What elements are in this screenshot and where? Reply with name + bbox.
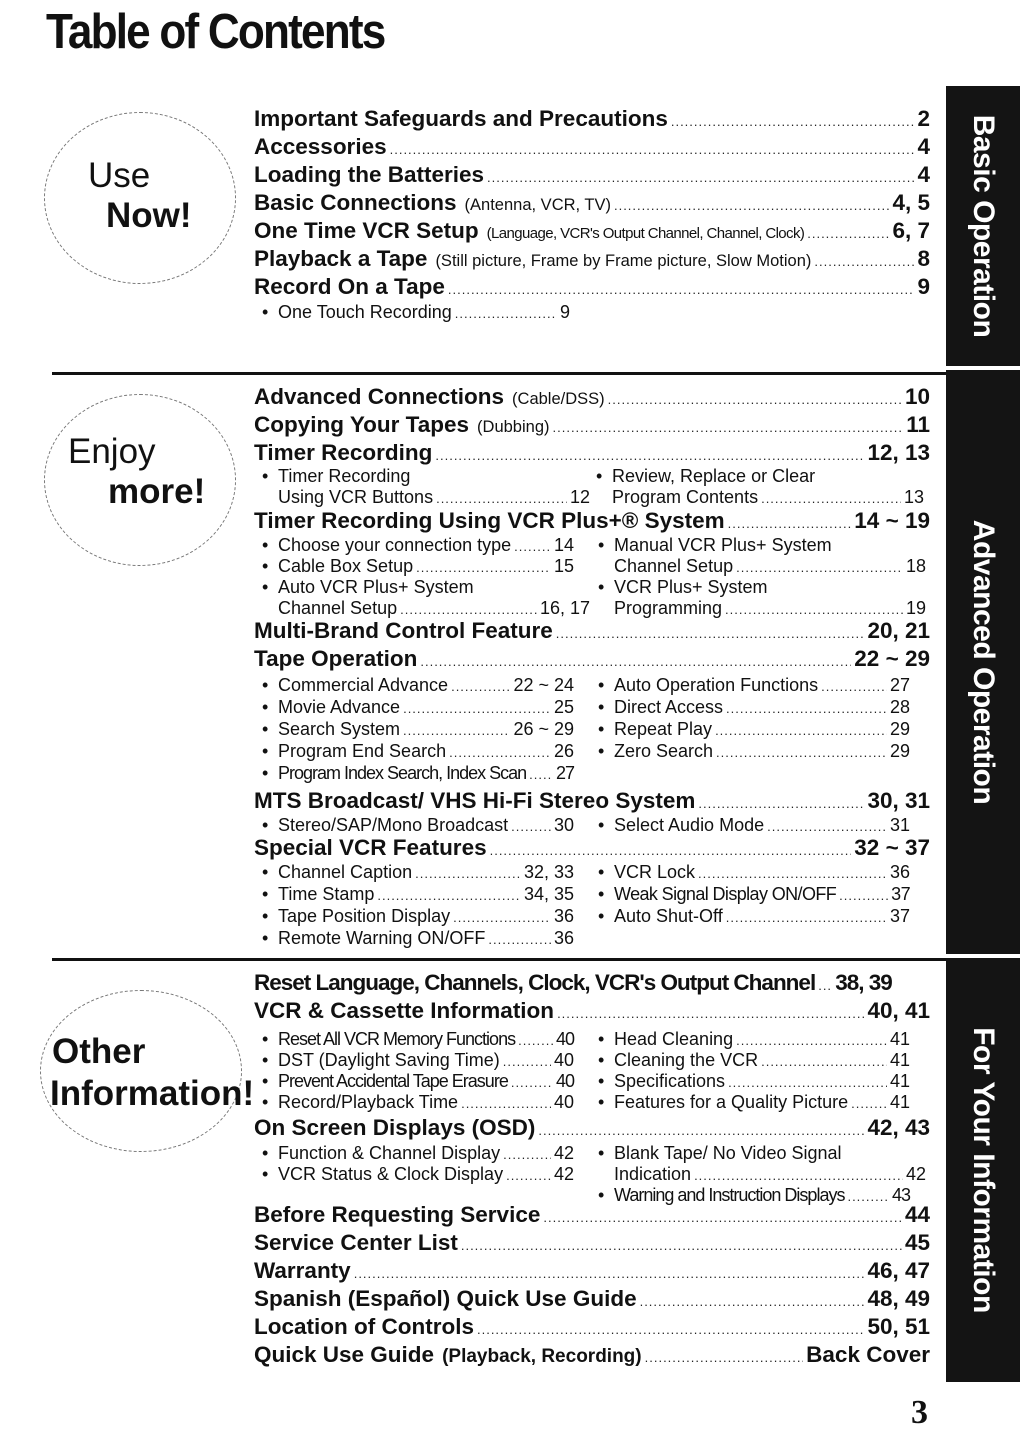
leader-dots xyxy=(839,888,888,903)
leader-dots xyxy=(694,1168,903,1183)
toc-subentry[interactable]: • One Touch Recording ..... 9 xyxy=(262,302,570,323)
toc-subentry[interactable]: Channel Setup ..... 16, 17 xyxy=(262,598,590,619)
toc-subentry[interactable]: • Commercial Advance ..... 22 ~ 24 xyxy=(262,675,574,696)
leader-dots xyxy=(716,745,887,760)
leader-dots xyxy=(503,1054,551,1069)
leader-dots xyxy=(377,888,521,903)
toc-subentry[interactable]: • Program Index Search, Index Scan ..... 27 xyxy=(262,763,574,784)
toc-subentry[interactable]: • Repeat Play ..... 29 xyxy=(598,719,910,740)
leader-dots xyxy=(490,843,852,858)
toc-entry[interactable]: Location of Controls ..... 50, 51 xyxy=(254,1314,930,1340)
toc-entry[interactable]: Important Safeguards and Precautions ..... 2 xyxy=(254,106,930,132)
leader-dots xyxy=(728,1075,887,1090)
toc-subentry[interactable]: Program Contents ..... 13 xyxy=(596,487,924,508)
toc-subentry[interactable]: • Features for a Quality Picture ..... 41 xyxy=(598,1092,910,1113)
toc-entry[interactable]: Service Center List ..... 45 xyxy=(254,1230,930,1256)
leader-dots xyxy=(449,745,551,760)
leader-dots xyxy=(448,282,915,297)
leader-dots xyxy=(608,392,902,407)
toc-subentry[interactable]: • Movie Advance ..... 25 xyxy=(262,697,574,718)
leader-dots xyxy=(736,1033,887,1048)
toc-entry[interactable]: Before Requesting Service ..... 44 xyxy=(254,1202,930,1228)
leader-dots xyxy=(511,1075,553,1090)
leader-dots xyxy=(553,420,904,435)
leader-dots xyxy=(400,602,537,617)
leader-dots xyxy=(715,723,887,738)
leader-dots xyxy=(435,448,864,463)
toc-subentry[interactable]: • Head Cleaning ..... 41 xyxy=(598,1029,910,1050)
toc-subentry[interactable]: • Blank Tape/ No Video Signal xyxy=(598,1143,842,1163)
toc-subentry[interactable]: • Review, Replace or Clear xyxy=(596,466,816,486)
leader-dots xyxy=(390,142,915,157)
leader-dots xyxy=(453,910,551,925)
toc-subentry[interactable]: • Weak Signal Display ON/OFF ..... 37 xyxy=(598,884,910,905)
leader-dots xyxy=(416,560,551,575)
leader-dots xyxy=(851,1096,887,1111)
toc-subentry[interactable]: • Remote Warning ON/OFF ..... 36 xyxy=(262,928,574,949)
toc-entry[interactable]: Copying Your Tapes (Dubbing) ..... 11 xyxy=(254,412,930,438)
section-divider xyxy=(52,958,946,961)
leader-dots xyxy=(403,701,551,716)
toc-subentry[interactable]: • Reset All VCR Memory Functions ..... 40 xyxy=(262,1029,574,1050)
leader-dots xyxy=(814,254,914,269)
leader-dots xyxy=(761,491,901,506)
leader-dots xyxy=(403,723,510,738)
section-label-more: more! xyxy=(108,472,206,511)
toc-subentry[interactable]: • VCR Plus+ System xyxy=(598,577,768,597)
leader-dots xyxy=(614,198,890,213)
toc-entry[interactable]: One Time VCR Setup (Language, VCR's Output Channel, Channel, Clock) ..... 6, 7 xyxy=(254,218,930,244)
leader-dots xyxy=(556,626,865,641)
leader-dots xyxy=(726,910,887,925)
leader-dots xyxy=(818,978,832,993)
toc-subentry[interactable]: • Tape Position Display ..... 36 xyxy=(262,906,574,927)
toc-entry[interactable]: MTS Broadcast/ VHS Hi-Fi Stereo System ..... 30, 31 xyxy=(254,788,930,814)
toc-subentry[interactable]: • Select Audio Mode ..... 31 xyxy=(598,815,910,836)
leader-dots xyxy=(557,1006,864,1021)
section-label-enjoy: Enjoy xyxy=(68,432,156,471)
toc-subentry[interactable]: • Search System ..... 26 ~ 29 xyxy=(262,719,574,740)
toc-entry[interactable]: Spanish (Español) Quick Use Guide ..... 48, 49 xyxy=(254,1286,930,1312)
toc-subentry[interactable]: • Auto Shut-Off ..... 37 xyxy=(598,906,910,927)
page-title: Table of Contents xyxy=(46,5,385,59)
leader-dots xyxy=(461,1238,902,1253)
leader-dots xyxy=(487,170,914,185)
leader-dots xyxy=(451,679,510,694)
toc-subentry[interactable]: • DST (Daylight Saving Time) ..... 40 xyxy=(262,1050,574,1071)
leader-dots xyxy=(503,1147,551,1162)
leader-dots xyxy=(354,1266,865,1281)
toc-entry[interactable]: Record On a Tape ..... 9 xyxy=(254,274,930,300)
toc-subentry[interactable]: Using VCR Buttons ..... 12 xyxy=(262,487,590,508)
toc-entry[interactable]: Multi-Brand Control Feature ..... 20, 21 xyxy=(254,618,930,644)
leader-dots xyxy=(761,1054,887,1069)
toc-entry[interactable]: Quick Use Guide (Playback, Recording) ..... Back Cover xyxy=(254,1342,930,1368)
toc-entry[interactable]: Accessories ..... 4 xyxy=(254,134,930,160)
toc-entry[interactable]: Playback a Tape (Still picture, Frame by Frame picture, Slow Motion) ..... 8 xyxy=(254,246,930,272)
toc-subentry[interactable]: • Auto Operation Functions ..... 27 xyxy=(598,675,910,696)
toc-entry[interactable]: Warranty ..... 46, 47 xyxy=(254,1258,930,1284)
toc-entry[interactable]: Loading the Batteries ..... 4 xyxy=(254,162,930,188)
toc-subentry[interactable]: • VCR Lock ..... 36 xyxy=(598,862,910,883)
toc-subentry[interactable]: • Prevent Accidental Tape Erasure ..... 40 xyxy=(262,1071,574,1092)
toc-subentry[interactable]: • Warning and Instruction Displays ..... 43 xyxy=(598,1185,910,1206)
toc-subentry[interactable]: Programming ..... 19 xyxy=(598,598,926,619)
leader-dots xyxy=(728,516,852,531)
leader-dots xyxy=(488,932,551,947)
tab-for-your-information: For Your Information xyxy=(946,958,1020,1382)
leader-dots xyxy=(506,1168,551,1183)
leader-dots xyxy=(821,679,887,694)
leader-dots xyxy=(477,1322,864,1337)
section-divider xyxy=(52,372,946,375)
toc-subentry[interactable]: • Cable Box Setup ..... 15 xyxy=(262,556,574,577)
tab-advanced-operation: Advanced Operation xyxy=(946,370,1020,954)
leader-dots xyxy=(698,796,864,811)
toc-subentry[interactable]: • Auto VCR Plus+ System xyxy=(262,577,474,597)
toc-entry[interactable]: Advanced Connections (Cable/DSS) ..... 10 xyxy=(254,384,930,410)
toc-entry[interactable]: On Screen Displays (OSD) ..... 42, 43 xyxy=(254,1115,930,1141)
toc-entry[interactable]: Basic Connections (Antenna, VCR, TV) ..... 4, 5 xyxy=(254,190,930,216)
page-number: 3 xyxy=(911,1394,928,1431)
section-label-other: Other xyxy=(52,1032,146,1071)
toc-subentry[interactable]: • VCR Status & Clock Display ..... 42 xyxy=(262,1164,574,1185)
leader-dots xyxy=(529,767,553,782)
toc-subentry[interactable]: • Direct Access ..... 28 xyxy=(598,697,910,718)
leader-dots xyxy=(807,226,889,241)
toc-subentry[interactable]: • Channel Caption ..... 32, 33 xyxy=(262,862,574,883)
tab-basic-operation: Basic Operation xyxy=(946,86,1020,366)
toc-entry[interactable]: Reset Language, Channels, Clock, VCR's Output Channel ..... 38, 39 xyxy=(254,970,930,996)
toc-entry[interactable]: Timer Recording ..... 12, 13 xyxy=(254,440,930,466)
leader-dots xyxy=(698,866,887,881)
toc-subentry[interactable]: • Choose your connection type ..... 14 xyxy=(262,535,574,556)
leader-dots xyxy=(436,491,567,506)
leader-dots xyxy=(726,701,887,716)
leader-dots xyxy=(514,539,551,554)
leader-dots xyxy=(725,602,903,617)
leader-dots xyxy=(543,1210,902,1225)
section-label-use: Use xyxy=(88,156,151,195)
leader-dots xyxy=(420,654,851,669)
toc-subentry[interactable]: • Specifications ..... 41 xyxy=(598,1071,910,1092)
toc-entry[interactable]: Tape Operation ..... 22 ~ 29 xyxy=(254,646,930,672)
leader-dots xyxy=(671,114,915,129)
section-label-now: Now! xyxy=(106,196,192,235)
toc-subentry[interactable]: • Time Stamp ..... 34, 35 xyxy=(262,884,574,905)
decorative-loop xyxy=(40,990,242,1152)
leader-dots xyxy=(645,1350,804,1365)
leader-dots xyxy=(736,560,903,575)
leader-dots xyxy=(511,819,551,834)
leader-dots xyxy=(640,1294,865,1309)
toc-subentry[interactable]: • Record/Playback Time ..... 40 xyxy=(262,1092,574,1113)
toc-subentry[interactable]: • Stereo/SAP/Mono Broadcast ..... 30 xyxy=(262,815,574,836)
toc-subentry[interactable]: • Timer Recording xyxy=(262,466,411,486)
toc-entry[interactable]: VCR & Cassette Information ..... 40, 41 xyxy=(254,998,930,1024)
leader-dots xyxy=(538,1123,864,1138)
leader-dots xyxy=(461,1096,551,1111)
toc-subentry[interactable]: • Manual VCR Plus+ System xyxy=(598,535,832,555)
section-label-information: Information! xyxy=(50,1074,255,1113)
leader-dots xyxy=(767,819,887,834)
toc-subentry[interactable]: Indication ..... 42 xyxy=(598,1164,926,1185)
toc-entry[interactable]: Timer Recording Using VCR Plus+® System ..... 14 ~ 19 xyxy=(254,508,930,534)
toc-subentry[interactable]: • Zero Search ..... 29 xyxy=(598,741,910,762)
toc-subentry[interactable]: • Program End Search ..... 26 xyxy=(262,741,574,762)
leader-dots xyxy=(415,866,521,881)
toc-subentry[interactable]: • Function & Channel Display ..... 42 xyxy=(262,1143,574,1164)
toc-subentry[interactable]: Channel Setup ..... 18 xyxy=(598,556,926,577)
toc-entry[interactable]: Special VCR Features ..... 32 ~ 37 xyxy=(254,835,930,861)
leader-dots xyxy=(518,1033,553,1048)
leader-dots xyxy=(455,306,557,321)
toc-subentry[interactable]: • Cleaning the VCR ..... 41 xyxy=(598,1050,910,1071)
